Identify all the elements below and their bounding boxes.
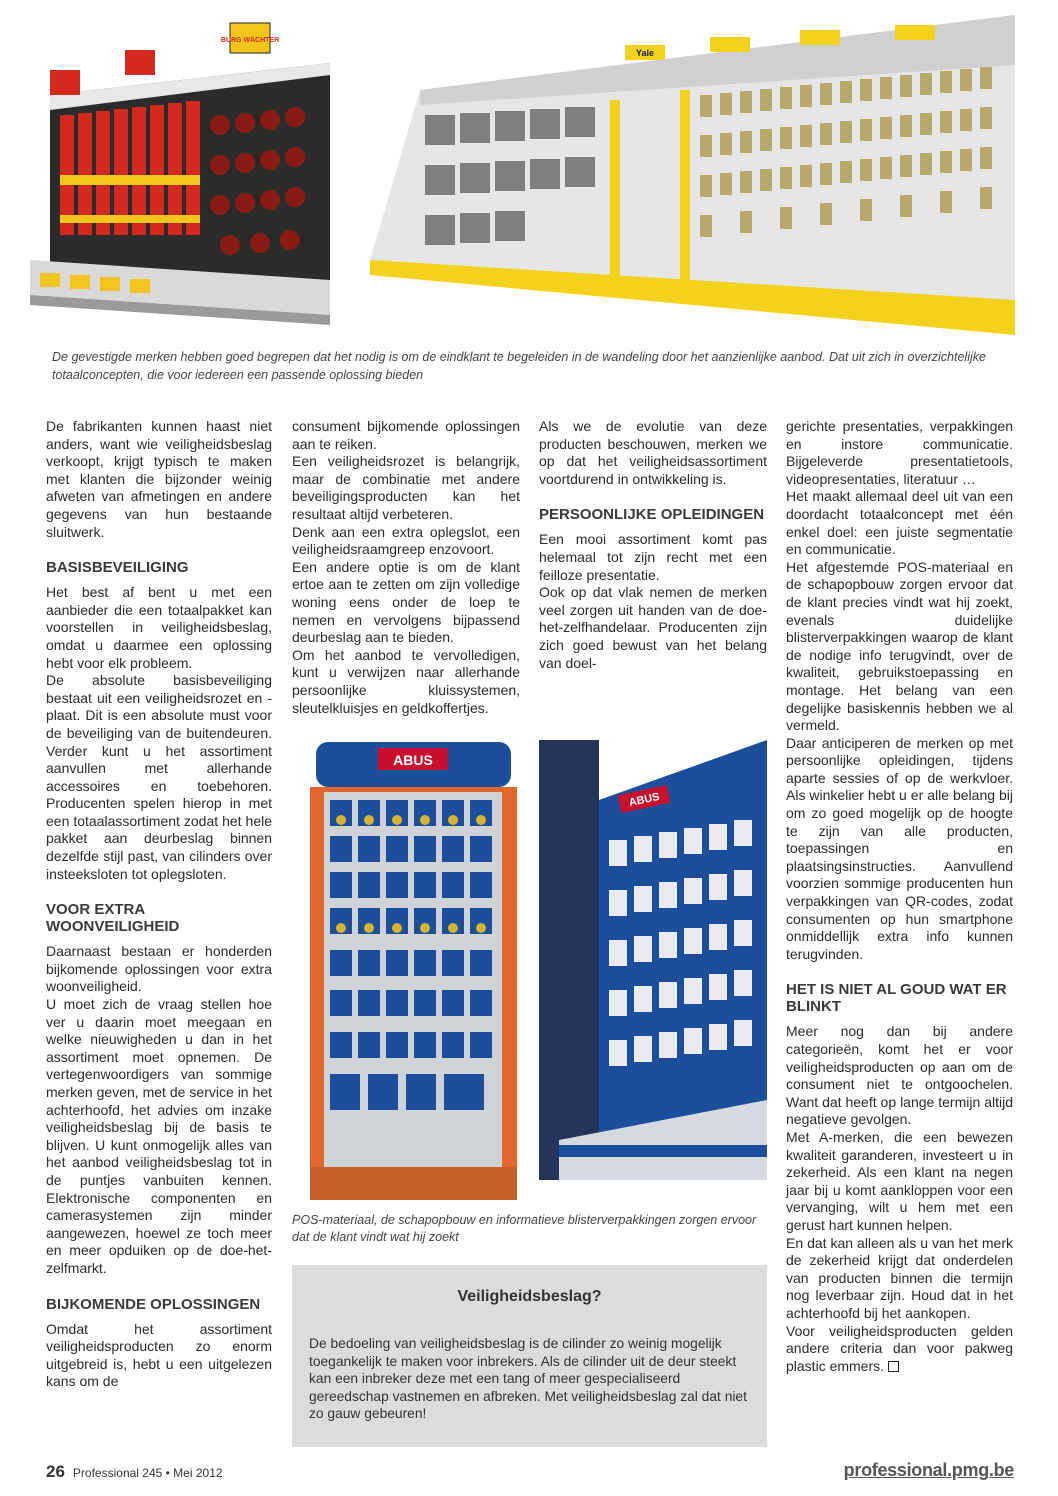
footer-left [46, 1462, 223, 1482]
heading-extra-woonveiligheid: VOOR EXTRA WOONVEILIGHEID [46, 901, 180, 936]
article-column-4 [786, 418, 1013, 1375]
caption-top: De gevestigde merken hebben goed begrepen dat het nodig is om de eindklant te begeleiden in de wandeling door het aanzienlijke aanbod. Dat uit zich in overzichtelijke totaalconcepten, die voor iedereen een passende oplossing bieden [52, 350, 986, 382]
paragraph-last: Voor veiligheidsproducten gelden andere criteria dan voor pakweg plastic emmers. [786, 1322, 1013, 1374]
paragraph: Meer nog dan bij andere categorieën, komt het er voor veiligheidsproducten op aan om de consument niet te ontgoochelen. Want dat heeft op lange termijn altijd negatieve gevolgen. [786, 1023, 1013, 1128]
paragraph: Daar anticiperen de merken op met persoonlijke opleidingen, tijdens aparte sessies of op de werkvloer. Als winkelier hebt u er alle belang bij om zo goed mogelijk op de hoogte te zijn van alle producten, toepassingen en plaatsingsinstructies. Aanvullend voorzien sommige producenten hun verpakkingen van QR-codes, zodat consumenten op hun smartphone onmiddellijk extra info kunnen terugvinden. [786, 734, 1013, 962]
paragraph: Ook op dat vlak nemen de merken veel zorgen uit handen van de doe-het-zelfhandelaar. Producenten zijn zich goed bewust van het belang van doel- [539, 584, 767, 671]
paragraph: gerichte presentaties, verpakkingen en instore communicatie. Bijgeleverde presentatietools, videopresentaties, literatuur … [786, 418, 1013, 487]
photo-abus-display-left [310, 740, 517, 1200]
page-number: 26 [46, 1462, 65, 1481]
paragraph: Het maakt allemaal deel uit van een doordacht totaalconcept met één enkel doel: een juiste segmentatie en communicatie. [786, 488, 1013, 558]
paragraph: Een andere optie is om de klant ertoe aan te zetten om zijn volledige woning eens onder de loep te nemen en vervolgens bijpassend deurbeslag aan te bieden. [292, 558, 520, 646]
paragraph: Om het aanbod te vervolledigen, kunt u verwijzen naar allerhande persoonlijke kluissystemen, sleutelkluisjes en geldkoffertjes. [292, 646, 520, 716]
paragraph: Het afgestemde POS-materiaal en de schapopbouw zorgen ervoor dat de klant precies vindt wat hij zoekt, evenals duidelijke blisterverpakkingen waarop de klant de nodige info terugvindt, over de kwaliteit, gebruikstoepassing en montage. Het belang van een degelijke basiskennis hebben we al vermeld. [786, 558, 1013, 734]
heading-basisbeveiliging: BASISBEVEILIGING [46, 559, 189, 577]
photo-abus-display-right [539, 740, 767, 1200]
paragraph: De absolute basisbeveiliging bestaat uit een veiligheidsrozet en -plaat. Dit is een absolute must voor de beveiliging van de buitendeuren. Verder kunt u het assortiment aanvullen met allerhande accessoires en toebehoren. Producenten spelen hierop in met een totaalassortiment zodat het hele pakket aan deurbeslag binnen dezelfde stijl past, van cilinders over insteeksloten tot oplegsloten. [46, 672, 272, 882]
paragraph: Het best af bent u met een aanbieder die een totaalpakket kan voorstellen in veiligheidsbeslag, omdat u daarmee een oplossing hebt voor elk probleem. [46, 584, 272, 671]
paragraph: consument bijkomende oplossingen aan te reiken. [292, 418, 520, 452]
issue-info: Professional 245 • Mei 2012 [72, 1466, 223, 1480]
info-box [292, 1265, 767, 1447]
article-column-2 [292, 418, 520, 717]
heading-bijkomende-oplossingen: BIJKOMENDE OPLOSSINGEN [46, 1295, 261, 1313]
heading-persoonlijke-opleidingen: PERSOONLIJKE OPLEIDINGEN [539, 506, 765, 524]
photo-burg-waechter-display [30, 15, 340, 337]
paragraph: De fabrikanten kunnen haast niet anders, want wie veiligheidsbeslag verkoopt, krijgt typisch te maken met klanten die bijzonder weinig afweten van afmetingen en andere gegevens van hun bestaande sluitwerk. [46, 418, 272, 540]
paragraph: Een veiligheidsrozet is belangrijk, maar de combinatie met andere beveiligingsproducten kan het resultaat altijd verbeteren. [292, 453, 520, 522]
heading-niet-al-goud: HET IS NIET AL GOUD WAT ER BLINKT [786, 981, 1007, 1016]
paragraph: Daarnaast bestaan er honderden bijkomende oplossingen voor extra woonveiligheid. [46, 943, 272, 995]
article-column-1 [46, 418, 272, 1391]
burg-logo-text: BURG WÄCHTER [220, 37, 280, 44]
paragraph: Denk aan een extra oplegslot, een veiligheidsraamgreep enzovoort. [292, 523, 520, 558]
article-column-3 [539, 418, 767, 672]
paragraph: En dat kan alleen als u van het merk de zekerheid krijgt dat onderdelen van producten binnen die termijn nog leverbaar zijn. Houd dat in het achterhoofd bij het aankopen. [786, 1234, 1013, 1321]
paragraph: Omdat het assortiment veiligheidsproducten zo enorm uitgebreid is, hebt u een uitgelezen kans om de [46, 1320, 272, 1390]
paragraph: Met A-merken, die een bewezen kwaliteit garanderen, investeert u in zekerheid. Als een klant na negen jaar bij u komt aankloppen voor een vervanging, wilt u hem met een gerust hart kunnen helpen. [786, 1128, 1013, 1233]
paragraph: Als we de evolutie van deze producten beschouwen, merken we op dat het veiligheidsassortiment voortdurend in ontwikkeling is. [539, 418, 767, 487]
caption-middle: POS-materiaal, de schapopbouw en informatieve blisterverpakkingen zorgen ervoor dat de klant vindt wat hij zoekt [292, 1213, 757, 1244]
photo-yale-display [370, 5, 1015, 337]
paragraph: U moet zich de vraag stellen hoe ver u daarin moet meegaan en welke nieuwigheden u dan in het assortiment moet opnemen. De vertegenwoordigers van sommige merken geven, met de service in het achterhoofd, het advies om inzake veiligheidsbeslag bij de basis te blijven. U kunt onmogelijk alles van het aanbod veiligheidsbeslag tot in de puntjes vanbuiten kennen. Elektronische componenten en camerasystemen zijn minder aangewezen, hoewel ze toch meer en meer opduiken op de doe-het-zelfmarkt. [46, 996, 272, 1276]
abus-logo-text-2: ABUS [627, 790, 661, 810]
info-box-text: De bedoeling van veiligheidsbeslag is de cilinder zo weinig mogelijk toegankelijk te maken voor inbrekers. Als de cilinder uit de deur steekt kan een inbreker deze met een tang of meer gespecialiseerd gereedschap vastnemen en afbreken. Met veiligheidsbeslag zal dat niet zo gauw gebeuren! [309, 1336, 747, 1421]
paragraph: Een mooi assortiment komt pas helemaal tot zijn recht met een feilloze presentatie. [539, 531, 767, 583]
end-mark-icon [888, 1361, 899, 1372]
info-box-title: Veiligheidsbeslag? [457, 1288, 602, 1305]
abus-logo-text: ABUS [393, 752, 433, 768]
footer-url[interactable]: professional.pmg.be [843, 1460, 1014, 1480]
yale-logo-text: Yale [635, 48, 655, 58]
